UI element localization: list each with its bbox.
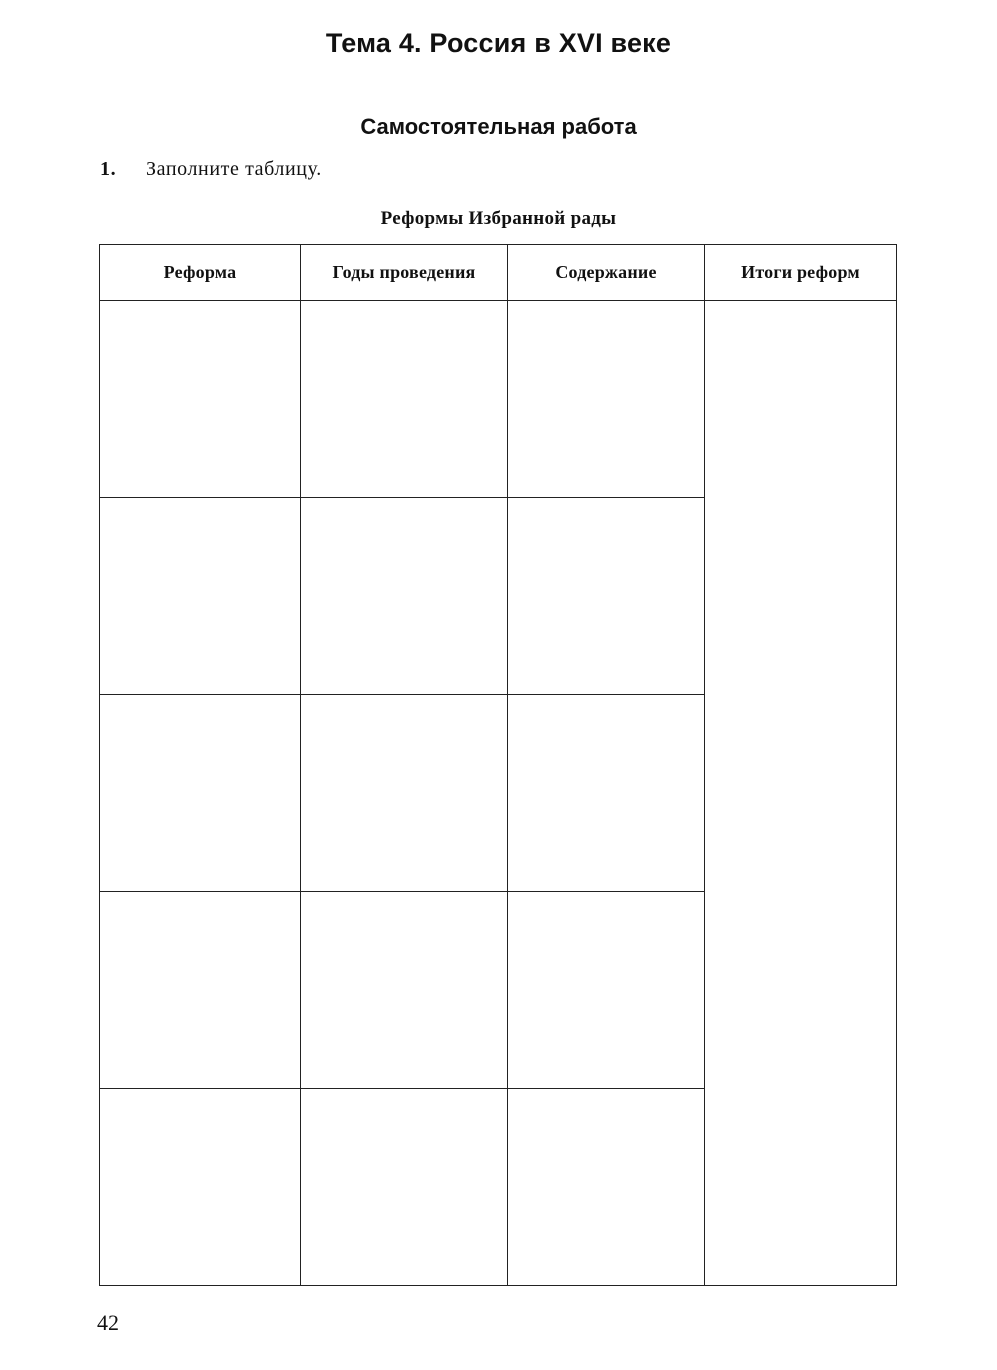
table-caption: Реформы Избранной рады bbox=[380, 208, 617, 229]
content-cell[interactable] bbox=[508, 1089, 705, 1286]
years-cell[interactable] bbox=[301, 498, 508, 695]
years-cell[interactable] bbox=[301, 695, 508, 892]
content-cell[interactable] bbox=[508, 498, 705, 695]
content-cell[interactable] bbox=[508, 301, 705, 498]
header-results: Итоги реформ bbox=[705, 245, 897, 301]
years-cell[interactable] bbox=[301, 301, 508, 498]
table-header-row bbox=[100, 245, 897, 301]
years-cell[interactable] bbox=[301, 892, 508, 1089]
header-years: Годы проведения bbox=[301, 245, 508, 301]
section-title: Самостоятельная работа bbox=[360, 114, 637, 139]
task-instruction bbox=[100, 158, 322, 181]
reform-cell[interactable] bbox=[100, 892, 301, 1089]
reforms-table bbox=[99, 244, 897, 1286]
header-content: Содержание bbox=[508, 245, 705, 301]
header-reform: Реформа bbox=[100, 245, 301, 301]
content-cell[interactable] bbox=[508, 892, 705, 1089]
reform-cell[interactable] bbox=[100, 498, 301, 695]
task-text: Заполните таблицу. bbox=[146, 158, 322, 180]
page-number: 42 bbox=[97, 1310, 119, 1335]
topic-title: Тема 4. Россия в XVI веке bbox=[325, 28, 672, 58]
table-row bbox=[100, 301, 897, 498]
reform-cell[interactable] bbox=[100, 695, 301, 892]
reform-cell[interactable] bbox=[100, 1089, 301, 1286]
task-number: 1. bbox=[100, 158, 117, 180]
years-cell[interactable] bbox=[301, 1089, 508, 1286]
content-cell[interactable] bbox=[508, 695, 705, 892]
reform-cell[interactable] bbox=[100, 301, 301, 498]
results-cell[interactable] bbox=[705, 301, 897, 1286]
